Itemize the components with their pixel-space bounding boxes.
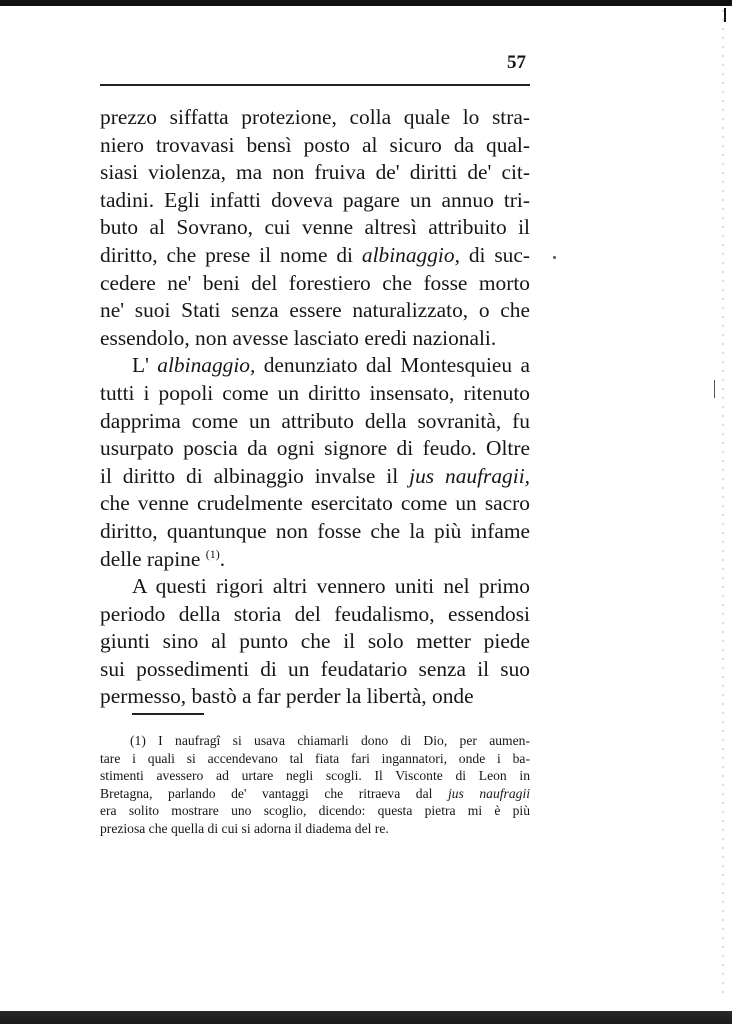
text-line: essendolo, non avesse lasciato eredi nazionali.	[100, 325, 497, 350]
body-text	[100, 104, 530, 711]
footnote-rule	[132, 713, 204, 715]
text-line: niero trovavasi bensì posto al sicuro da qual-	[100, 132, 530, 157]
text-line: ne' suoi Stati senza essere naturalizzato, o che	[100, 298, 530, 323]
text-line: che venne crudelmente esercitato come un sacro	[100, 491, 530, 516]
text-line: permesso, bastò a far perder la libertà, onde	[100, 684, 474, 709]
footnote-line: stimenti avessero ad urtare negli scogli. Il Visconte di Leon in	[100, 768, 530, 784]
text-line: prezzo siffatta protezione, colla quale lo stra-	[100, 105, 530, 129]
page-number: 57	[507, 52, 526, 73]
text-line: tutti i popoli come un diritto insensato, ritenuto	[100, 380, 530, 405]
footnote	[100, 732, 530, 838]
scan-edge	[722, 10, 724, 1000]
footnote-line: tare i quali si accendevano tal fiata fari ingannatori, onde i ba-	[100, 750, 530, 766]
text-line: tadini. Egli infatti doveva pagare un annuo tri-	[100, 187, 530, 212]
text-line: buto al Sovrano, cui venne altresì attribuito il	[100, 215, 530, 240]
text-line: L' albinaggio, denunziato dal Montesquieu a	[132, 353, 530, 378]
text-line: diritto, che prese il nome di albinaggio, di suc-	[100, 242, 530, 267]
text-line: periodo della storia del feudalismo, essendosi	[100, 601, 530, 626]
text-line: dapprima come un attributo della sovranità, fu	[100, 408, 530, 433]
text-line: A questi rigori altri vennero uniti nel primo	[132, 574, 530, 599]
text-line: usurpato poscia da ogni signore di feudo. Oltre	[100, 436, 530, 461]
bottom-border	[0, 1008, 732, 1024]
footnote-line: (1) I naufragî si usava chiamarli dono di Dio, per aumen-	[130, 733, 530, 748]
margin-mark	[553, 256, 556, 259]
footnote-line: Bretagna, parlando de' vantaggi che ritraeva dal jus naufragii	[100, 785, 530, 801]
text-line: cedere ne' beni del forestiero che fosse morto	[100, 270, 530, 295]
footnote-line: era solito mostrare uno scoglio, dicendo: questa pietra mi è più	[100, 803, 530, 819]
text-line: delle rapine $^{(1)}$.	[100, 546, 226, 571]
text-line: diritto, quantunque non fosse che la più infame	[100, 518, 530, 543]
margin-mark	[724, 8, 726, 22]
text-line: il diritto di albinaggio invalse il jus naufragii,	[100, 463, 530, 488]
text-line: sui possedimenti di un feudatario senza il suo	[100, 656, 530, 681]
text-line: siasi violenza, ma non fruiva de' diritti de' cit-	[100, 160, 530, 185]
header-rule	[100, 84, 530, 86]
text-line: giunti sino al punto che il solo metter piede	[100, 629, 530, 654]
footnote-line: preziosa che quella di cui si adorna il diadema del re.	[100, 820, 389, 836]
margin-mark	[714, 380, 715, 398]
top-border	[0, 0, 732, 6]
